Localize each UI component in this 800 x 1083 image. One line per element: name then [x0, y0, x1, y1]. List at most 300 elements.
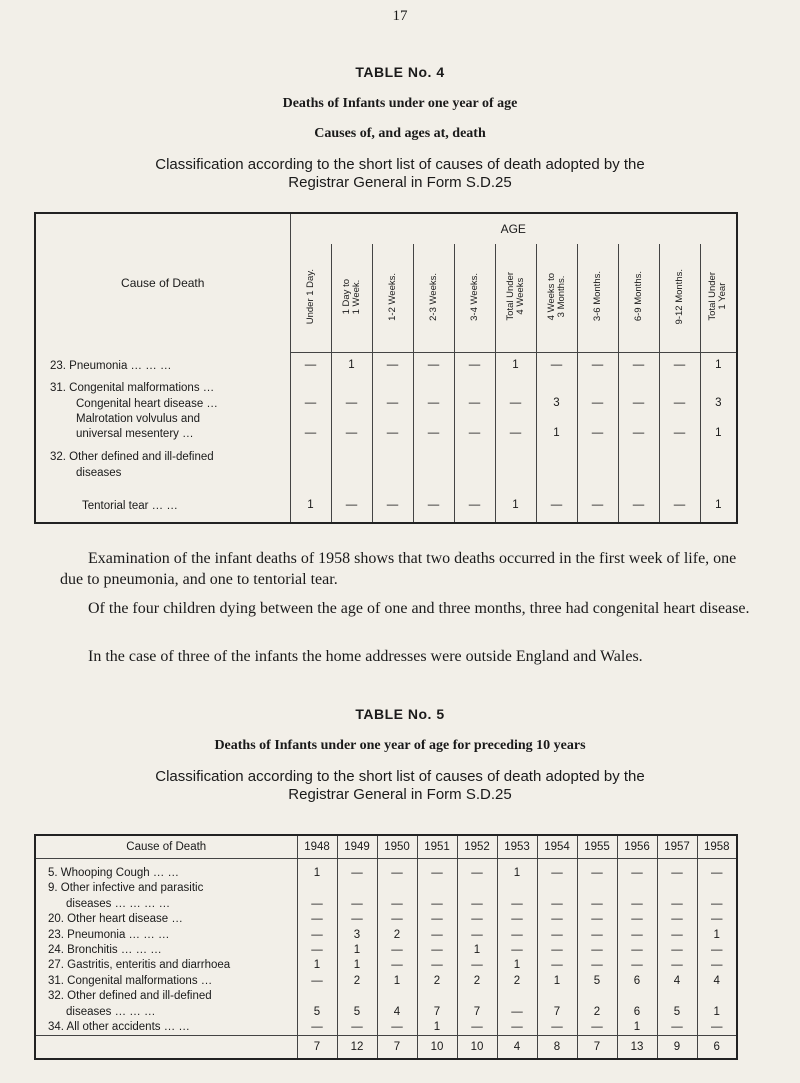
table5-cell: 7 [537, 1004, 577, 1019]
table4-age-col-header [577, 244, 618, 353]
table4-cell: — [413, 427, 454, 450]
table5-cell: — [617, 859, 657, 881]
table5-cell: 1 [457, 942, 497, 957]
table4-cell [372, 450, 413, 466]
table4-cell [618, 466, 659, 487]
table5-cell: 7 [417, 1004, 457, 1019]
table4-row-label: diseases [76, 466, 122, 479]
table5-cell: — [537, 1019, 577, 1035]
table5-cell: — [697, 958, 737, 973]
table4-cell: — [413, 487, 454, 523]
table4-cell [577, 381, 618, 397]
table4-cell: — [618, 397, 659, 412]
table5-cell: 4 [697, 973, 737, 988]
table5-total-cell: 4 [497, 1036, 537, 1060]
table5-total-cell: 8 [537, 1036, 577, 1060]
table5-cell: — [577, 1019, 617, 1035]
table5-cell: — [497, 911, 537, 926]
table5-cell [337, 989, 377, 1004]
table5-cell: — [497, 1004, 537, 1019]
table5-year-header: 1954 [537, 835, 577, 859]
table5-cell: — [537, 927, 577, 942]
table5-cell [697, 989, 737, 1004]
table4-cell [495, 381, 536, 397]
table5-cell [697, 881, 737, 896]
table4-age-col-header [700, 244, 737, 353]
table5-row-label: diseases … … … … [66, 897, 171, 910]
table4-cell: — [290, 427, 331, 450]
table5-row [35, 942, 737, 957]
table5-cell: — [657, 942, 697, 957]
table4-cell [331, 466, 372, 487]
table4-cell: — [331, 397, 372, 412]
table5-cell: 4 [657, 973, 697, 988]
table4-cell: — [331, 487, 372, 523]
table5-cell [657, 989, 697, 1004]
table5-cell: — [377, 859, 417, 881]
table5-cell: 1 [537, 973, 577, 988]
table5-cell: — [617, 896, 657, 911]
table5-cell: — [537, 911, 577, 926]
table5-cell: 5 [657, 1004, 697, 1019]
table5-cell: — [417, 859, 457, 881]
table4-row-label: universal mesentery … [76, 427, 194, 440]
table4-cause-header: Cause of Death [35, 213, 290, 353]
table5-cell: — [417, 896, 457, 911]
table4-cell [659, 412, 700, 427]
table4-cell: — [577, 487, 618, 523]
table4-cell [577, 466, 618, 487]
table4-cell [495, 466, 536, 487]
table4-row [35, 353, 737, 381]
table5-year-header: 1950 [377, 835, 417, 859]
table5-cell: — [537, 859, 577, 881]
table4-cell: — [454, 353, 495, 381]
table4-age-col-header [618, 244, 659, 353]
table4-cell [536, 466, 577, 487]
table5-total-cell: 10 [417, 1036, 457, 1060]
table4-cell: — [618, 487, 659, 523]
table4-age-col-header [413, 244, 454, 353]
table5-cell: — [337, 911, 377, 926]
table4-cell [536, 412, 577, 427]
table5-cell: 1 [377, 973, 417, 988]
table4-cell [372, 412, 413, 427]
table5-year-header: 1957 [657, 835, 697, 859]
table5-cell: — [337, 1019, 377, 1035]
table5-row-label: 34. All other accidents … … [48, 1021, 190, 1034]
table4-cell [536, 450, 577, 466]
table4-cell: — [618, 353, 659, 381]
paragraph-2: Of the four children dying between the age of one and three months, three had congenital heart disease. [88, 600, 750, 617]
table5-cell: 1 [337, 942, 377, 957]
table4-cell [700, 412, 737, 427]
table5-cell: — [377, 1019, 417, 1035]
table5-cell: 2 [497, 973, 537, 988]
table4-cell [454, 412, 495, 427]
table5-cell: — [457, 859, 497, 881]
table5-row-label: 9. Other infective and parasitic [48, 882, 204, 895]
table4-cell: — [413, 353, 454, 381]
table4-age-col-header [495, 244, 536, 353]
table5-cell [657, 881, 697, 896]
table5-cell: — [697, 942, 737, 957]
table4-classification-1: Classification according to the short list of causes of death adopted by the [155, 156, 645, 173]
table4-cell [454, 466, 495, 487]
table5-cell: — [457, 958, 497, 973]
table5-cause-header: Cause of Death [35, 835, 297, 859]
table4-cell [413, 412, 454, 427]
table4-age-col-header [659, 244, 700, 353]
table5-cell [537, 989, 577, 1004]
table4-row [35, 466, 737, 487]
table5-row [35, 859, 737, 881]
table4-cell [331, 381, 372, 397]
table5-cell [417, 989, 457, 1004]
table5-year-header: 1948 [297, 835, 337, 859]
table5-cell: — [377, 958, 417, 973]
table5-row [35, 927, 737, 942]
table5-year-header: 1949 [337, 835, 377, 859]
table4-cell: — [659, 353, 700, 381]
table5-cell: — [497, 927, 537, 942]
table4-classification-2: Registrar General in Form S.D.25 [288, 174, 512, 191]
table5-cell: — [297, 896, 337, 911]
table4-cell [413, 466, 454, 487]
table5-cell: — [417, 958, 457, 973]
table5-total-cell: 13 [617, 1036, 657, 1060]
table5-cell [457, 881, 497, 896]
table5-cell [537, 881, 577, 896]
table4-cell: — [659, 397, 700, 412]
table5-row-label: diseases … … … [66, 1005, 156, 1018]
table5-cell [577, 881, 617, 896]
table5-cell: — [537, 942, 577, 957]
table5-total-cell: 7 [297, 1036, 337, 1060]
table4-age-col-label: Under 1 Day. [304, 268, 316, 325]
table4-subtitle2: Causes of, and ages at, death [314, 126, 486, 141]
table5-cell: — [577, 927, 617, 942]
table4-cell: — [659, 487, 700, 523]
table5-cell: — [617, 942, 657, 957]
table5-cell: — [297, 1019, 337, 1035]
table5-cell [617, 881, 657, 896]
table4-row-label: 23. Pneumonia … … … [50, 359, 172, 372]
table5-cell: — [497, 1019, 537, 1035]
table5-total-cell: 7 [577, 1036, 617, 1060]
table4-cell [372, 466, 413, 487]
table5-year-header: 1951 [417, 835, 457, 859]
table4-age-col-label: Total Under 4 Weeks [504, 272, 526, 321]
table4-cell: 1 [331, 353, 372, 381]
table5-cell: — [577, 911, 617, 926]
table5-cell [377, 881, 417, 896]
table4 [34, 212, 738, 524]
table5-cell: — [417, 942, 457, 957]
table5-cell: — [417, 911, 457, 926]
table4-cell [577, 450, 618, 466]
table5-cell: — [457, 927, 497, 942]
table5-cell: — [657, 911, 697, 926]
table5-row [35, 896, 737, 911]
table5-cell [497, 989, 537, 1004]
table4-cell [700, 450, 737, 466]
table5-cell: — [297, 927, 337, 942]
table4-cell [290, 466, 331, 487]
table4-age-col-header [331, 244, 372, 353]
table5-cell: 1 [497, 958, 537, 973]
table4-cell: — [536, 353, 577, 381]
table5-cell: 1 [297, 859, 337, 881]
table5-cell: — [337, 896, 377, 911]
table5-cell [497, 881, 537, 896]
table4-age-col-label: Total Under 1 Year [707, 272, 729, 321]
table4-age-col-label: 3-6 Months. [591, 271, 603, 322]
table4-age-col-label: 4 Weeks to 3 Months. [545, 272, 567, 321]
table4-cell: — [454, 397, 495, 412]
table5-cell [457, 989, 497, 1004]
table4-age-col-header [372, 244, 413, 353]
table4-cell: — [454, 427, 495, 450]
table5-classification-1: Classification according to the short list of causes of death adopted by the [155, 768, 645, 785]
table5-cell [377, 989, 417, 1004]
table4-cell: — [536, 487, 577, 523]
table5-cell: — [297, 942, 337, 957]
table5-row-label: 31. Congenital malformations … [48, 974, 213, 987]
table4-row-label: Malrotation volvulus and [76, 412, 201, 425]
table5-cell: — [377, 896, 417, 911]
table4-cell: 3 [536, 397, 577, 412]
table4-age-col-label: 9-12 Months. [673, 268, 685, 325]
table4-row-label: Congenital heart disease … [76, 397, 218, 410]
table5-row-label: 5. Whooping Cough … … [48, 866, 180, 879]
table5-cell: 2 [577, 1004, 617, 1019]
table5-cell: 1 [497, 859, 537, 881]
table5-total-cell: 10 [457, 1036, 497, 1060]
table4-cell: — [372, 487, 413, 523]
table5-year-header: 1953 [497, 835, 537, 859]
table5 [34, 834, 738, 1060]
table4-heading: TABLE No. 4 [355, 64, 445, 80]
table4-cell [290, 450, 331, 466]
table4-age-col-label: 1-2 Weeks. [386, 272, 398, 321]
table5-cell: 1 [697, 1004, 737, 1019]
table5-cell: 1 [697, 927, 737, 942]
table4-cell [495, 412, 536, 427]
table5-cell: — [657, 927, 697, 942]
table5-cell: — [337, 859, 377, 881]
table4-cell [618, 412, 659, 427]
table5-row [35, 973, 737, 988]
table5-cell: — [537, 958, 577, 973]
table5-cell: — [537, 896, 577, 911]
table5-cell: 5 [577, 973, 617, 988]
table4-row-label: Tentorial tear … … [82, 499, 178, 512]
table4-age-col-header [536, 244, 577, 353]
table5-total-cell: 9 [657, 1036, 697, 1060]
table5-cell: — [297, 911, 337, 926]
table5-cell: — [577, 896, 617, 911]
table4-row-label: 31. Congenital malformations … [50, 381, 215, 394]
table4-cell [618, 381, 659, 397]
table5-cell: — [497, 942, 537, 957]
table4-age-col-label: 6-9 Months. [632, 271, 644, 322]
table4-row [35, 487, 737, 523]
table4-cell: 1 [495, 487, 536, 523]
table5-cell [617, 989, 657, 1004]
table4-age-col-label: 2-3 Weeks. [427, 272, 439, 321]
table4-row [35, 412, 737, 427]
table5-cell: — [377, 911, 417, 926]
table5-cell: 6 [617, 973, 657, 988]
table5-row [35, 881, 737, 896]
table5-cell: 5 [337, 1004, 377, 1019]
table4-cell: — [577, 397, 618, 412]
table5-row-label: 23. Pneumonia … … … [48, 928, 170, 941]
table4-cell [700, 381, 737, 397]
table5-cell [297, 989, 337, 1004]
table5-row-label: 32. Other defined and ill-defined [48, 990, 212, 1003]
table5-cell: 1 [337, 958, 377, 973]
table4-cell: — [659, 427, 700, 450]
table4-cell: 1 [700, 353, 737, 381]
table4-cell [454, 381, 495, 397]
table4-age-col-label: 3-4 Weeks. [468, 272, 480, 321]
table5-cell: 2 [417, 973, 457, 988]
table5-cell [297, 881, 337, 896]
table5-cell: — [577, 942, 617, 957]
table5-cell: — [697, 911, 737, 926]
table5-year-header: 1958 [697, 835, 737, 859]
table5-cell: 6 [617, 1004, 657, 1019]
table5-cell: — [377, 942, 417, 957]
table4-cell [536, 381, 577, 397]
table5-totals-row [35, 1036, 737, 1060]
table4-cell: 1 [536, 427, 577, 450]
table5-row-label: 24. Bronchitis … … … [48, 943, 162, 956]
table4-row-label: 32. Other defined and ill-defined [50, 450, 214, 463]
table5-cell: — [617, 958, 657, 973]
table5-cell: — [657, 896, 697, 911]
table4-cell [372, 381, 413, 397]
table4-cell [413, 381, 454, 397]
table5-cell: — [617, 927, 657, 942]
table5-cell: — [457, 911, 497, 926]
table4-row [35, 381, 737, 397]
table5-classification-2: Registrar General in Form S.D.25 [288, 786, 512, 803]
table4-cell [700, 466, 737, 487]
table4-row [35, 397, 737, 412]
table5-cell: — [697, 896, 737, 911]
table4-cell: — [331, 427, 372, 450]
table4-age-col-header [290, 244, 331, 353]
table5-row [35, 911, 737, 926]
table5-row-label: 27. Gastritis, enteritis and diarrhoea [48, 959, 231, 972]
table5-cell [417, 881, 457, 896]
table5-cell: — [697, 859, 737, 881]
table4-cell [618, 450, 659, 466]
table5-row [35, 958, 737, 973]
table4-cell [331, 412, 372, 427]
table5-cell: — [697, 1019, 737, 1035]
table5-cell: — [417, 927, 457, 942]
table4-cell: — [495, 397, 536, 412]
table4-cell: 3 [700, 397, 737, 412]
table5-row [35, 1019, 737, 1035]
table4-cell [454, 450, 495, 466]
table5-cell: 2 [377, 927, 417, 942]
table4-age-header: AGE [290, 213, 737, 244]
table4-cell: — [372, 353, 413, 381]
table5-cell: 4 [377, 1004, 417, 1019]
table4-subtitle1: Deaths of Infants under one year of age [282, 96, 518, 111]
table5-cell [337, 881, 377, 896]
table5-heading: TABLE No. 5 [355, 706, 445, 722]
table4-cell: — [290, 353, 331, 381]
table4-cell [659, 381, 700, 397]
table4-cell: 1 [700, 487, 737, 523]
paragraph-1: Examination of the infant deaths of 1958 shows that two deaths occurred in the first week of life, one due to pneumonia, and one to tentorial tear. [60, 550, 737, 588]
table4-row [35, 450, 737, 466]
table4-cell [659, 450, 700, 466]
table4-cell [495, 450, 536, 466]
table5-cell: 2 [457, 973, 497, 988]
table4-cell: 1 [700, 427, 737, 450]
table5-total-cell: 12 [337, 1036, 377, 1060]
table5-cell: — [577, 958, 617, 973]
table5-cell: 3 [337, 927, 377, 942]
table4-cell: — [372, 397, 413, 412]
paragraph-3: In the case of three of the infants the home addresses were outside England and Wales. [88, 648, 643, 665]
table4-cell [290, 381, 331, 397]
table4-cell: — [372, 427, 413, 450]
table4-row [35, 427, 737, 450]
table5-cell: 1 [417, 1019, 457, 1035]
table4-cell: 1 [290, 487, 331, 523]
table5-cell: 5 [297, 1004, 337, 1019]
table5-row [35, 1004, 737, 1019]
table5-cell: 2 [337, 973, 377, 988]
table5-cell: — [657, 958, 697, 973]
table5-total-cell: 6 [697, 1036, 737, 1060]
table4-cell: — [290, 397, 331, 412]
table4-cell [413, 450, 454, 466]
table4-age-col-header [454, 244, 495, 353]
table5-totals-label [35, 1036, 297, 1060]
table5-cell: — [577, 859, 617, 881]
table4-cell [577, 412, 618, 427]
table4-age-col-label: 1 Day to 1 Week. [340, 278, 362, 315]
table5-cell: — [497, 896, 537, 911]
table5-cell [577, 989, 617, 1004]
table5-row-label: 20. Other heart disease … [48, 913, 183, 926]
table5-total-cell: 7 [377, 1036, 417, 1060]
page-number: 17 [392, 8, 408, 24]
table5-cell: — [297, 973, 337, 988]
table5-cell: — [457, 896, 497, 911]
table4-cell: — [577, 427, 618, 450]
table4-cell [659, 466, 700, 487]
table5-cell: — [617, 911, 657, 926]
table4-cell: 1 [495, 353, 536, 381]
table5-cell: — [457, 1019, 497, 1035]
table4-cell: — [454, 487, 495, 523]
table5-year-header: 1952 [457, 835, 497, 859]
table5-cell: 1 [617, 1019, 657, 1035]
table4-cell: — [413, 397, 454, 412]
table5-cell: 7 [457, 1004, 497, 1019]
table5-cell: — [657, 1019, 697, 1035]
